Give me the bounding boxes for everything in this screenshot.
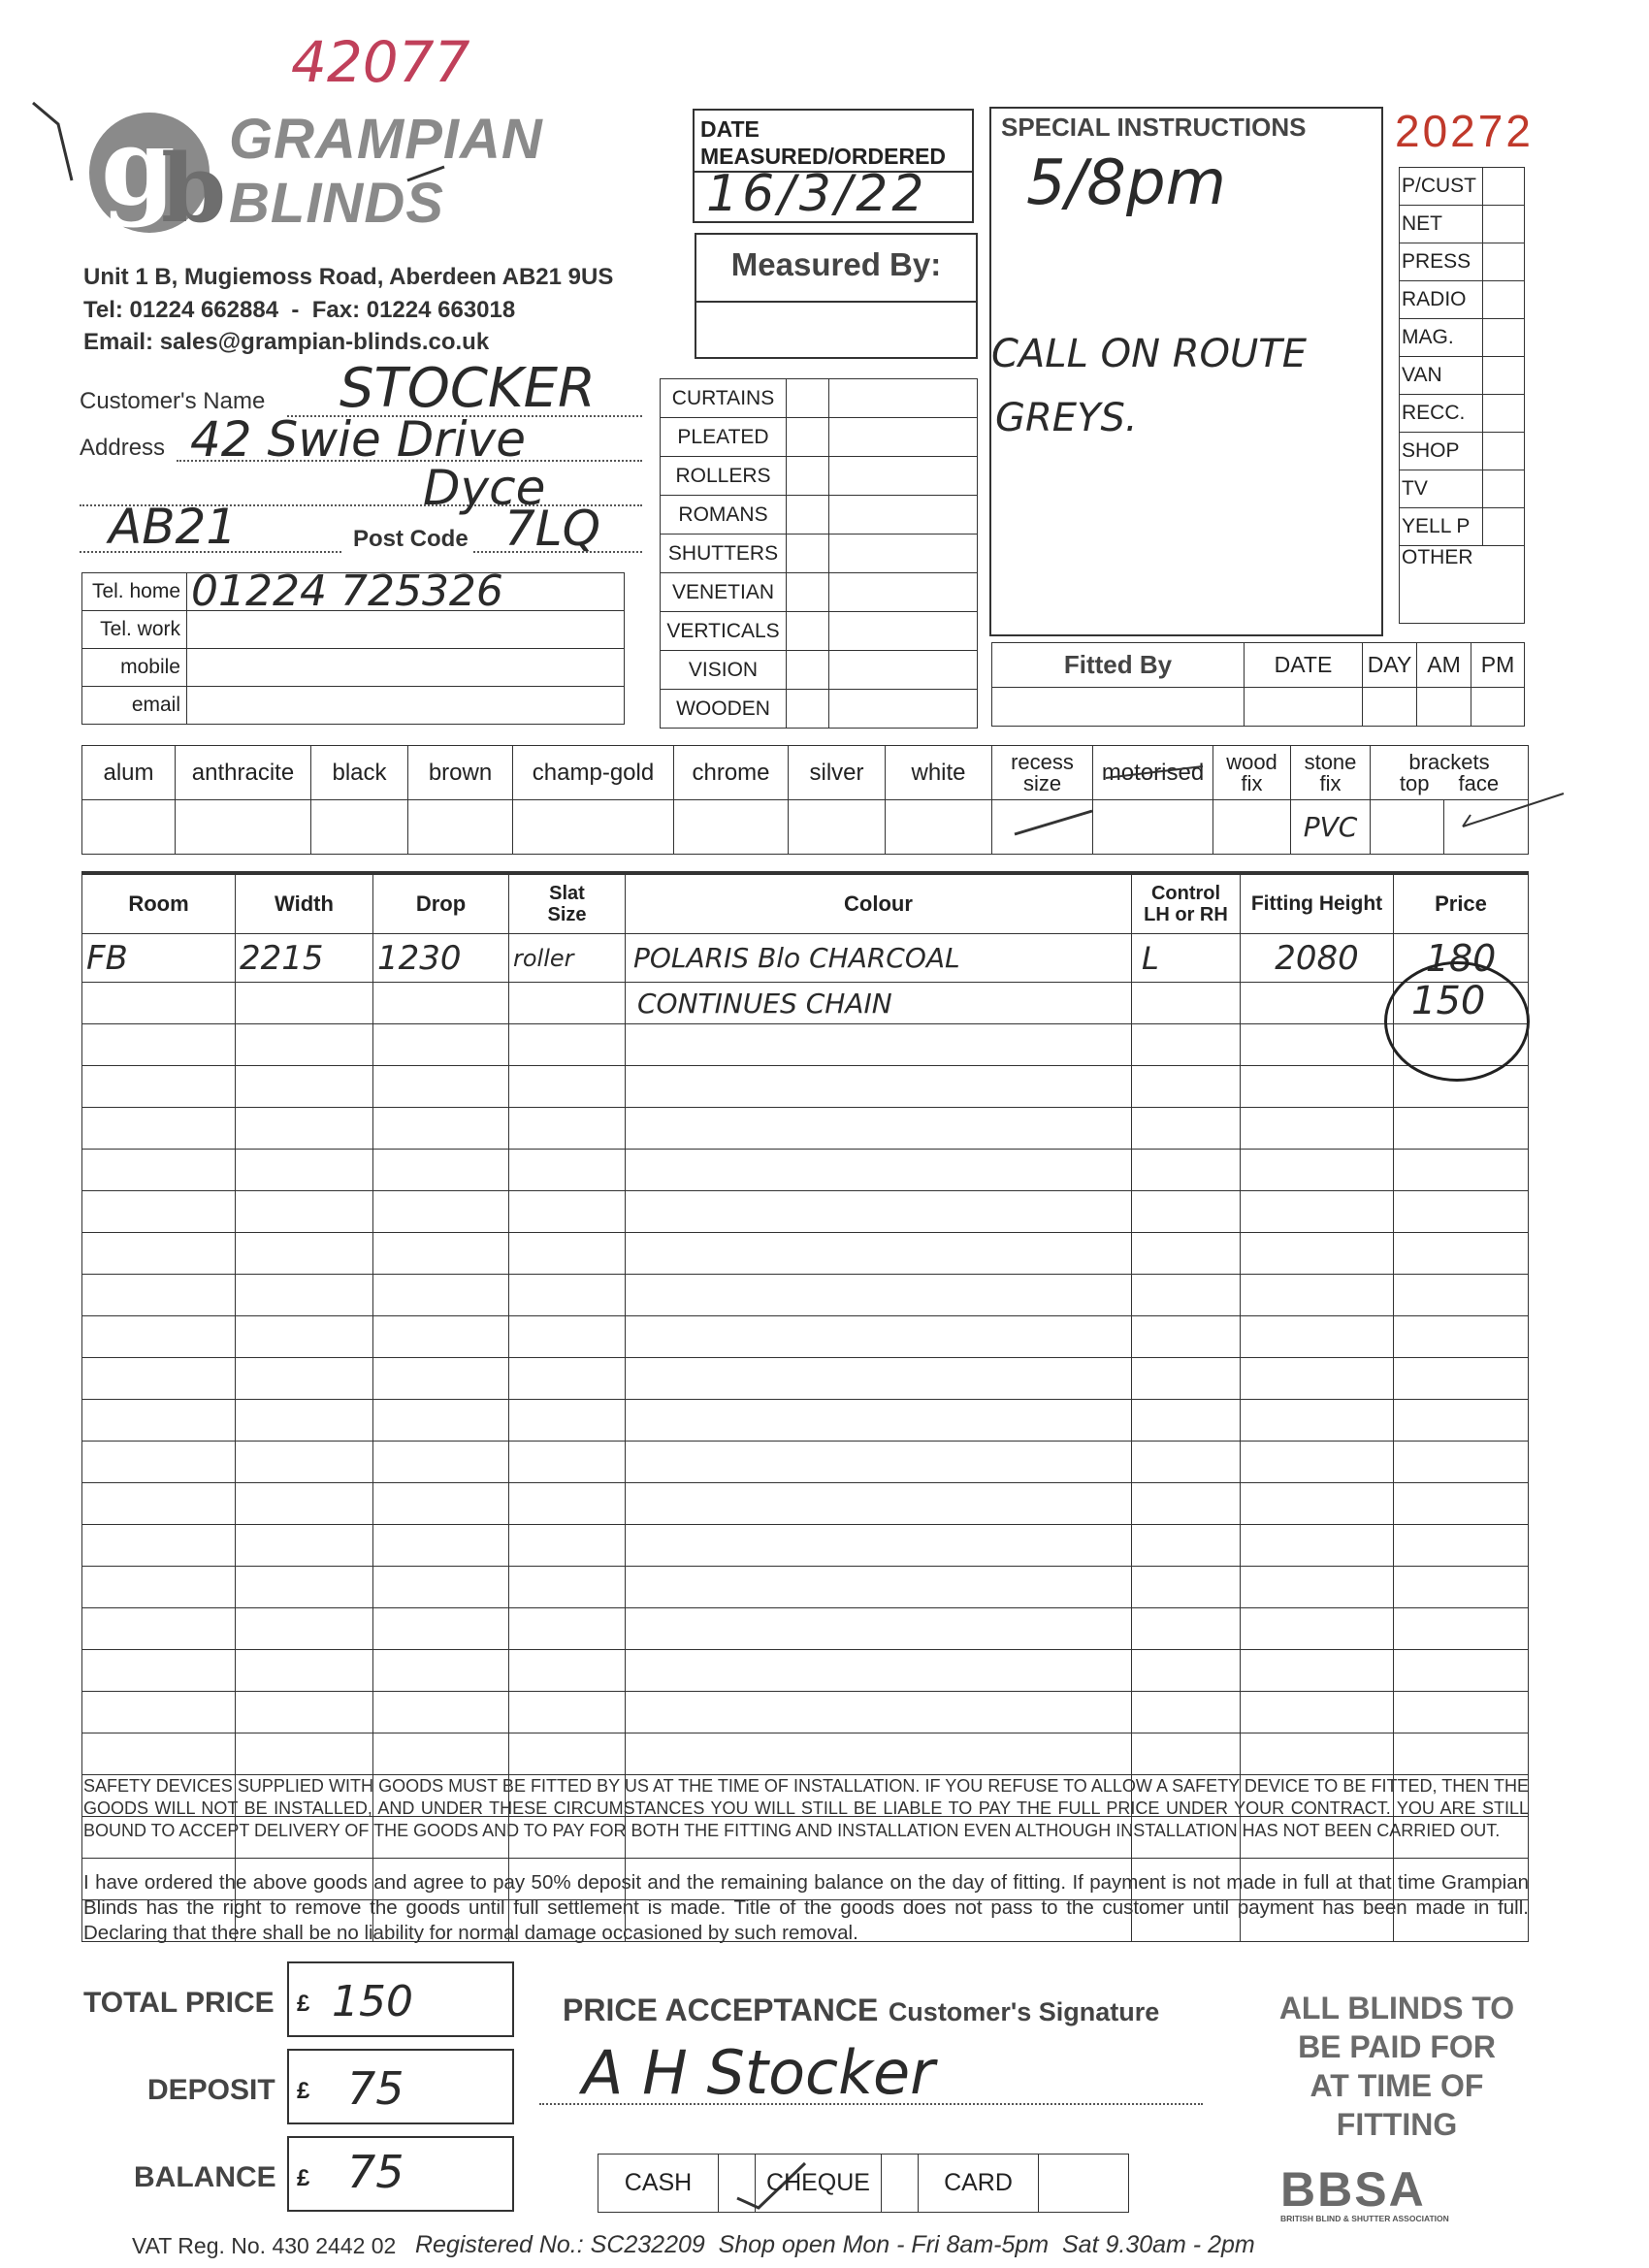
bbsa-logo-text: BBSA — [1280, 2162, 1426, 2217]
customer-signature-label: Customer's Signature — [888, 1997, 1160, 2026]
address-line3-value[interactable]: AB21 — [109, 499, 238, 555]
source-item: YELL P — [1400, 508, 1483, 546]
mobile-label: mobile — [82, 649, 187, 687]
vat-number: VAT Reg. No. 430 2442 02 — [132, 2233, 397, 2258]
cheque-check[interactable] — [882, 2155, 919, 2213]
card-label: CARD — [919, 2155, 1039, 2213]
tel-work-label: Tel. work — [82, 611, 187, 649]
fitted-am-label: AM — [1417, 643, 1471, 688]
company-name-line2: BLINDS — [229, 172, 444, 235]
payment-notice: ALL BLINDS TO BE PAID FOR AT TIME OF FITTING — [1278, 1991, 1515, 2142]
price-header: Price — [1394, 874, 1529, 934]
postcode-value[interactable]: 7LQ — [504, 501, 601, 557]
source-item: TV — [1400, 470, 1483, 508]
finish-option: white — [886, 746, 992, 800]
stone-fix-value[interactable]: PVC — [1291, 800, 1371, 855]
fitted-pm-label: PM — [1471, 643, 1525, 688]
wood-fix-label: wood fix — [1213, 746, 1291, 800]
room-header: Room — [82, 874, 236, 934]
colour-header: Colour — [626, 874, 1132, 934]
product-type: PLEATED — [661, 418, 787, 457]
price-acceptance-label: PRICE ACCEPTANCE — [563, 1993, 879, 2027]
registered-info: Registered No.: SC232209 Shop open Mon - Fri 8am-5pm Sat 9.30am - 2pm — [415, 2231, 1255, 2258]
company-name-line1: GRAMPIAN — [229, 108, 543, 171]
deposit-box[interactable] — [287, 2049, 514, 2124]
measured-by-label: Measured By: — [730, 246, 942, 282]
row1-slat[interactable]: roller — [509, 934, 626, 983]
source-item: RADIO — [1400, 281, 1483, 319]
row1-width[interactable]: 2215 — [236, 934, 373, 983]
customer-name-label: Customer's Name — [80, 388, 266, 414]
svg-text:b: b — [161, 134, 227, 233]
instructions-note-line2[interactable]: GREYS. — [995, 396, 1138, 440]
product-type: VISION — [661, 651, 787, 690]
address-label: Address — [80, 435, 166, 461]
source-item: RECC. — [1400, 395, 1483, 433]
finish-option: black — [311, 746, 408, 800]
product-type: ROMANS — [661, 496, 787, 535]
agreement-terms: I have ordered the above goods and agree to pay 50% deposit and the remaining balance on the day of fitting. If payment is not made in full at that time Grampian Blinds has the right to remove the goods until full settlement is made. Title of the goods does not pass to the customer until payment has been made in full. Declaring that there shall be no liability for normal damage occasioned by such removal. — [83, 1871, 1529, 1944]
finish-option: champ-gold — [513, 746, 674, 800]
svg-text:g: g — [101, 107, 176, 229]
deposit-label: DEPOSIT — [147, 2074, 275, 2106]
bbsa-sub: BRITISH BLIND & SHUTTER ASSOCIATION — [1280, 2214, 1449, 2223]
product-type: ROLLERS — [661, 457, 787, 496]
order-number: 20272 — [1395, 106, 1534, 156]
row1-fitting-height[interactable]: 2080 — [1241, 934, 1394, 983]
postcode-label: Post Code — [353, 526, 469, 552]
finish-option: silver — [789, 746, 886, 800]
drop-header: Drop — [373, 874, 509, 934]
balance-value[interactable]: 75 — [347, 2146, 404, 2198]
control-header: Control LH or RH — [1132, 874, 1241, 934]
tel-home-value[interactable]: 01224 725326 — [187, 573, 625, 611]
stone-fix-label: stone fix — [1291, 746, 1371, 800]
finish-option: brown — [408, 746, 513, 800]
fitted-day-label: DAY — [1363, 643, 1417, 688]
balance-label: BALANCE — [134, 2161, 276, 2193]
total-price-label: TOTAL PRICE — [83, 1987, 275, 2019]
recess-size-label: recess size — [992, 746, 1093, 800]
instructions-note-line1[interactable]: CALL ON ROUTE — [991, 332, 1307, 376]
product-type: CURTAINS — [661, 379, 787, 418]
fitted-date-label: DATE — [1245, 643, 1363, 688]
company-email: Email: sales@grampian-blinds.co.uk — [83, 329, 490, 355]
payment-methods — [598, 2154, 1129, 2213]
source-item: OTHER — [1400, 546, 1525, 624]
date-value[interactable]: 16/3/22 — [706, 165, 928, 223]
row1-price[interactable]: 180 — [1394, 934, 1529, 983]
customer-name-value[interactable]: STOCKER — [340, 357, 596, 420]
product-type: SHUTTERS — [661, 535, 787, 573]
row1-drop[interactable]: 1230 — [373, 934, 509, 983]
handwritten-reference: 42077 — [291, 29, 470, 95]
special-instructions-label: SPECIAL INSTRUCTIONS — [1001, 113, 1307, 142]
total-price-box[interactable] — [287, 1961, 514, 2037]
date-label-line1: DATE — [700, 116, 760, 142]
finish-option: chrome — [674, 746, 789, 800]
company-phone-fax: Tel: 01224 662884 - Fax: 01224 663018 — [83, 297, 516, 323]
deposit-currency: £ — [297, 2078, 310, 2104]
total-price-value[interactable]: 150 — [332, 1977, 413, 2026]
product-type: VENETIAN — [661, 573, 787, 612]
customer-signature[interactable]: A H Stocker — [582, 2037, 935, 2108]
safety-terms: SAFETY DEVICES SUPPLIED WITH GOODS MUST BE FITTED BY US AT THE TIME OF INSTALLATION. IF YOU REFUSE TO ALLOW A SAFETY DEVICE TO BE FITTED, THEN THE GOODS WILL NOT BE INSTALLED, AND UNDER THESE CIRCUMSTANCES YOU WILL STILL BE LIABLE TO PAY THE FULL PRICE UNDER YOUR CONTRACT. YOU ARE STILL BOUND TO ACCEPT DELIVERY OF THE GOODS AND TO PAY FOR BOTH THE FITTING AND INSTALLATION EVEN ALTHOUGH INSTALLATION HAS NOT BEEN CARRIED OUT. — [83, 1776, 1529, 1840]
source-item: NET — [1400, 206, 1483, 243]
source-item: MAG. — [1400, 319, 1483, 357]
row1-control[interactable]: L — [1132, 934, 1241, 983]
cash-label: CASH — [598, 2155, 719, 2213]
slat-size-header: Slat Size — [509, 874, 626, 934]
tel-home-label: Tel. home — [82, 573, 187, 611]
instructions-time[interactable]: 5/8pm — [1026, 147, 1226, 219]
date-label-line2: MEASURED/ORDERED — [700, 144, 947, 169]
balance-currency: £ — [297, 2165, 310, 2191]
product-type: WOODEN — [661, 690, 787, 729]
source-item: SHOP — [1400, 433, 1483, 470]
width-header: Width — [236, 874, 373, 934]
finish-option: alum — [82, 746, 176, 800]
product-type: VERTICALS — [661, 612, 787, 651]
row2-colour[interactable]: CONTINUES CHAIN — [626, 983, 1132, 1024]
source-item: VAN — [1400, 357, 1483, 395]
address-line1-value[interactable]: 42 Swie Drive — [190, 411, 526, 468]
deposit-value[interactable]: 75 — [347, 2062, 404, 2115]
row1-room[interactable]: FB — [82, 934, 236, 983]
motorised-label: motorised — [1093, 746, 1213, 800]
row1-colour[interactable]: POLARIS Blo CHARCOAL — [626, 934, 1132, 983]
finish-option: anthracite — [176, 746, 311, 800]
source-item: P/CUST — [1400, 168, 1483, 206]
card-check[interactable] — [1039, 2155, 1129, 2213]
company-address: Unit 1 B, Mugiemoss Road, Aberdeen AB21 9US — [83, 264, 614, 290]
fitted-by-label: Fitted By — [992, 643, 1245, 688]
row2-price-cell[interactable] — [1394, 979, 1529, 1024]
brackets-label: brackets top face — [1371, 746, 1529, 800]
row2-price[interactable]: 150 — [1411, 979, 1486, 1023]
total-price-currency: £ — [297, 1991, 310, 2017]
price-acceptance — [563, 1993, 1159, 2028]
cheque-label: CHEQUE — [756, 2155, 882, 2213]
email-label: email — [82, 687, 187, 725]
source-item: PRESS — [1400, 243, 1483, 281]
fitting-height-header: Fitting Height — [1241, 874, 1394, 934]
bbsa-logo — [1280, 2162, 1513, 2223]
cash-check[interactable] — [719, 2155, 756, 2213]
address-line2-value[interactable]: Dyce — [423, 460, 546, 516]
balance-box[interactable] — [287, 2136, 514, 2212]
